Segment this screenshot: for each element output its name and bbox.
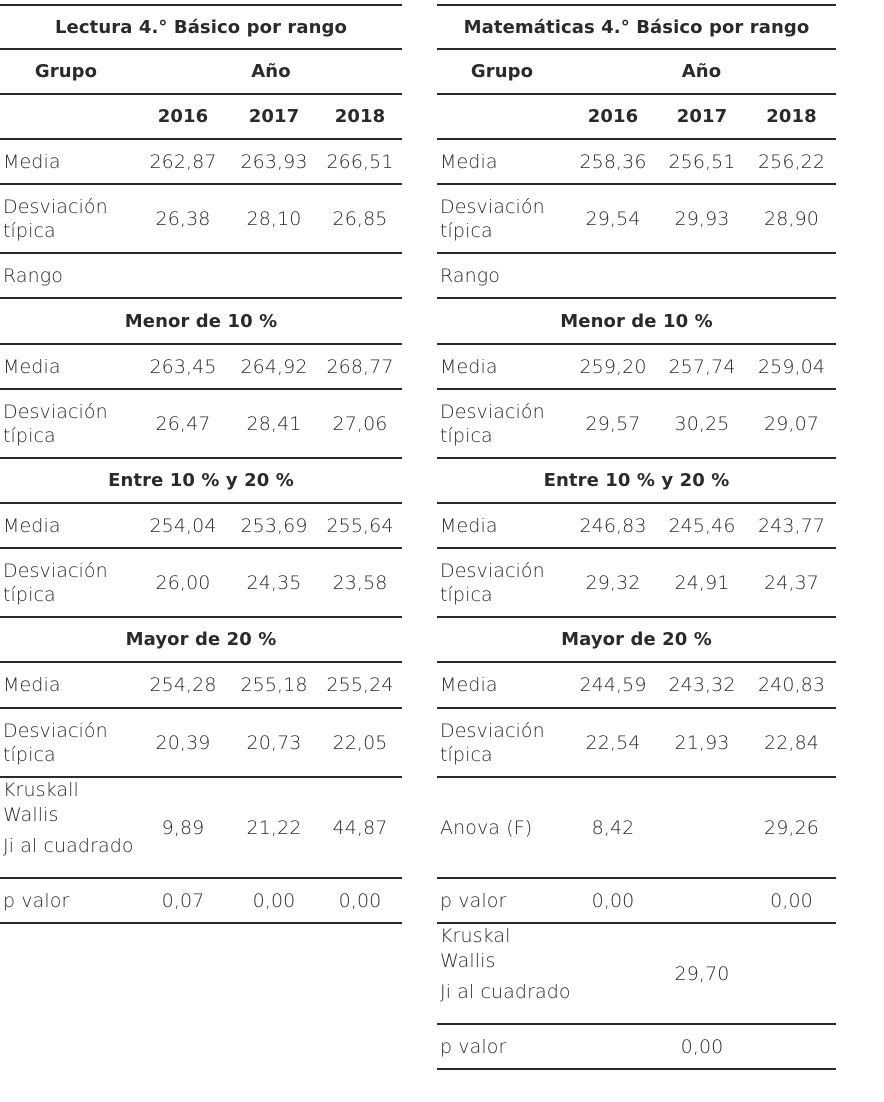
year-2018: 2018	[766, 106, 817, 127]
cell-value: 257,74	[668, 355, 736, 378]
header-row	[437, 50, 836, 95]
table-title-row	[437, 4, 836, 50]
table-row	[437, 390, 836, 459]
table-row	[0, 345, 402, 390]
cell-value: 20,39	[155, 731, 211, 754]
years-row	[0, 95, 402, 140]
row-label: p valor	[440, 1035, 507, 1058]
table-row	[437, 924, 836, 1025]
cell-value: 243,77	[757, 514, 826, 537]
cell-value: 256,51	[668, 150, 736, 173]
year-2018: 2018	[334, 106, 386, 127]
cell-value: 23,58	[332, 571, 388, 594]
cell-value: 255,18	[240, 674, 308, 696]
table-row	[0, 254, 402, 299]
cell-value: 263,45	[149, 355, 217, 378]
cell-value: 0,07	[161, 889, 205, 912]
cell-value: 259,20	[579, 355, 647, 378]
cell-value: 28,41	[246, 412, 302, 435]
row-label: Media	[440, 514, 498, 537]
row-label: Desviación típica	[440, 195, 545, 242]
cell-value: 264,92	[240, 355, 308, 378]
years-row	[437, 95, 836, 140]
section-title: Menor de 10 %	[560, 310, 713, 332]
cell-value: 268,77	[326, 355, 394, 378]
cell-value: 24,37	[764, 571, 819, 594]
cell-value: 0,00	[252, 889, 296, 912]
cell-value: 0,00	[591, 889, 635, 912]
cell-value: 266,51	[326, 150, 394, 173]
cell-value: 29,07	[764, 412, 819, 435]
cell-value: 21,22	[246, 816, 302, 839]
cell-value: 0,00	[770, 889, 813, 912]
cell-value: 254,28	[149, 674, 217, 696]
cell-value: 254,04	[149, 514, 217, 537]
table-row	[0, 879, 402, 924]
table-row	[437, 504, 836, 549]
table-row	[0, 140, 402, 185]
row-label: Desviación típica	[440, 559, 545, 606]
test-label	[0, 778, 143, 877]
test-label-line: Kruskall	[3, 779, 79, 801]
cell-value: 244,59	[579, 674, 647, 696]
row-label: Desviación típica	[3, 195, 108, 242]
test-label-line: Ji al cuadrado	[3, 835, 134, 857]
cell-value: 256,22	[757, 150, 826, 173]
lectura-table	[0, 4, 402, 924]
test-label-line: Wallis	[440, 950, 496, 972]
cell-value: 29,54	[585, 207, 641, 230]
table-row	[437, 185, 836, 254]
table-row	[437, 663, 836, 709]
cell-value: 245,46	[668, 514, 736, 537]
row-label: Desviación típica	[3, 719, 108, 766]
cell-value: 0,00	[338, 889, 382, 912]
table-row	[0, 709, 402, 778]
cell-value: 240,83	[757, 674, 826, 696]
cell-value: 22,54	[585, 731, 641, 754]
table-row	[0, 549, 402, 618]
cell-value: 258,36	[579, 150, 647, 173]
header-row	[0, 50, 402, 95]
year-header: Año	[251, 61, 291, 82]
cell-value: 20,73	[246, 731, 302, 754]
cell-value: 29,93	[674, 207, 730, 230]
row-label: Media	[440, 150, 498, 173]
year-2016: 2016	[587, 106, 639, 127]
cell-value: 29,57	[585, 412, 641, 435]
table-title: Matemáticas 4.° Básico por rango	[463, 16, 810, 38]
section-header	[0, 299, 402, 345]
test-label	[437, 924, 580, 1023]
section-title: Entre 10 % y 20 %	[108, 470, 294, 491]
group-header: Grupo	[34, 61, 98, 82]
year-2017: 2017	[676, 106, 728, 127]
cell-value: 255,64	[326, 514, 394, 537]
group-header: Grupo	[470, 61, 534, 82]
test-label-line: Ji al cuadrado	[440, 981, 571, 1003]
row-label: Media	[3, 674, 61, 696]
row-label: Desviación típica	[440, 400, 545, 447]
table-title-row	[0, 4, 402, 50]
matematicas-table	[437, 4, 836, 1070]
cell-value: 26,85	[332, 207, 388, 230]
table-row	[437, 778, 836, 879]
cell-value: 255,24	[326, 674, 394, 696]
row-label: Media	[440, 355, 498, 378]
cell-value: 26,00	[155, 571, 211, 594]
section-header	[0, 459, 402, 504]
row-label: Media	[3, 150, 61, 173]
cell-value: 0,00	[680, 1035, 724, 1058]
cell-value: 26,38	[155, 207, 211, 230]
table-title: Lectura 4.° Básico por rango	[54, 16, 348, 38]
test-label-line: Kruskal	[440, 925, 511, 947]
row-label: p valor	[3, 889, 70, 912]
section-header	[437, 459, 836, 504]
row-label: Anova (F)	[440, 816, 533, 839]
cell-value: 30,25	[674, 412, 730, 435]
cell-value: 22,84	[764, 731, 819, 754]
cell-value: 8,42	[591, 816, 635, 839]
cell-value: 29,32	[585, 571, 641, 594]
section-header	[0, 618, 402, 663]
cell-value: 27,06	[332, 412, 388, 435]
cell-value: 262,87	[149, 150, 217, 173]
cell-value: 9,89	[161, 816, 205, 839]
table-row	[0, 663, 402, 709]
row-label: Desviación típica	[3, 400, 108, 447]
cell-value: 24,35	[246, 571, 302, 594]
cell-value: 26,47	[155, 412, 211, 435]
section-title: Mayor de 20 %	[125, 629, 277, 650]
table-row	[437, 140, 836, 185]
cell-value: 22,05	[332, 731, 388, 754]
table-row	[437, 1025, 836, 1070]
test-label-line: Wallis	[3, 804, 59, 826]
cell-value: 263,93	[240, 150, 308, 173]
row-label: Desviación típica	[440, 719, 545, 766]
cell-value: 259,04	[757, 355, 826, 378]
cell-value: 28,10	[246, 207, 302, 230]
row-label: Media	[440, 674, 498, 696]
cell-value: 44,87	[332, 816, 388, 839]
section-title: Menor de 10 %	[124, 310, 278, 332]
cell-value: 29,70	[674, 962, 730, 985]
cell-value: 28,90	[764, 207, 819, 230]
table-row	[0, 504, 402, 549]
cell-value: 21,93	[674, 731, 730, 754]
section-title: Entre 10 % y 20 %	[543, 470, 730, 491]
table-row	[0, 185, 402, 254]
year-header: Año	[681, 61, 722, 82]
table-row	[437, 345, 836, 390]
row-label: Desviación típica	[3, 559, 108, 606]
row-label: Rango	[440, 264, 500, 287]
cell-value: 29,26	[764, 816, 819, 839]
table-row	[437, 549, 836, 618]
cell-value: 253,69	[240, 514, 308, 537]
table-row	[437, 879, 836, 924]
row-label: Media	[3, 514, 61, 537]
row-label: Media	[3, 355, 61, 378]
table-row	[0, 778, 402, 879]
section-title: Mayor de 20 %	[561, 629, 712, 650]
table-row	[437, 254, 836, 299]
section-header	[437, 299, 836, 345]
year-2016: 2016	[157, 106, 209, 127]
year-2017: 2017	[248, 106, 300, 127]
row-label: Rango	[3, 264, 63, 287]
cell-value: 24,91	[674, 571, 730, 594]
table-row	[0, 390, 402, 459]
row-label: p valor	[440, 889, 507, 912]
section-header	[437, 618, 836, 663]
cell-value: 246,83	[579, 514, 647, 537]
cell-value: 243,32	[668, 674, 736, 696]
table-row	[437, 709, 836, 778]
